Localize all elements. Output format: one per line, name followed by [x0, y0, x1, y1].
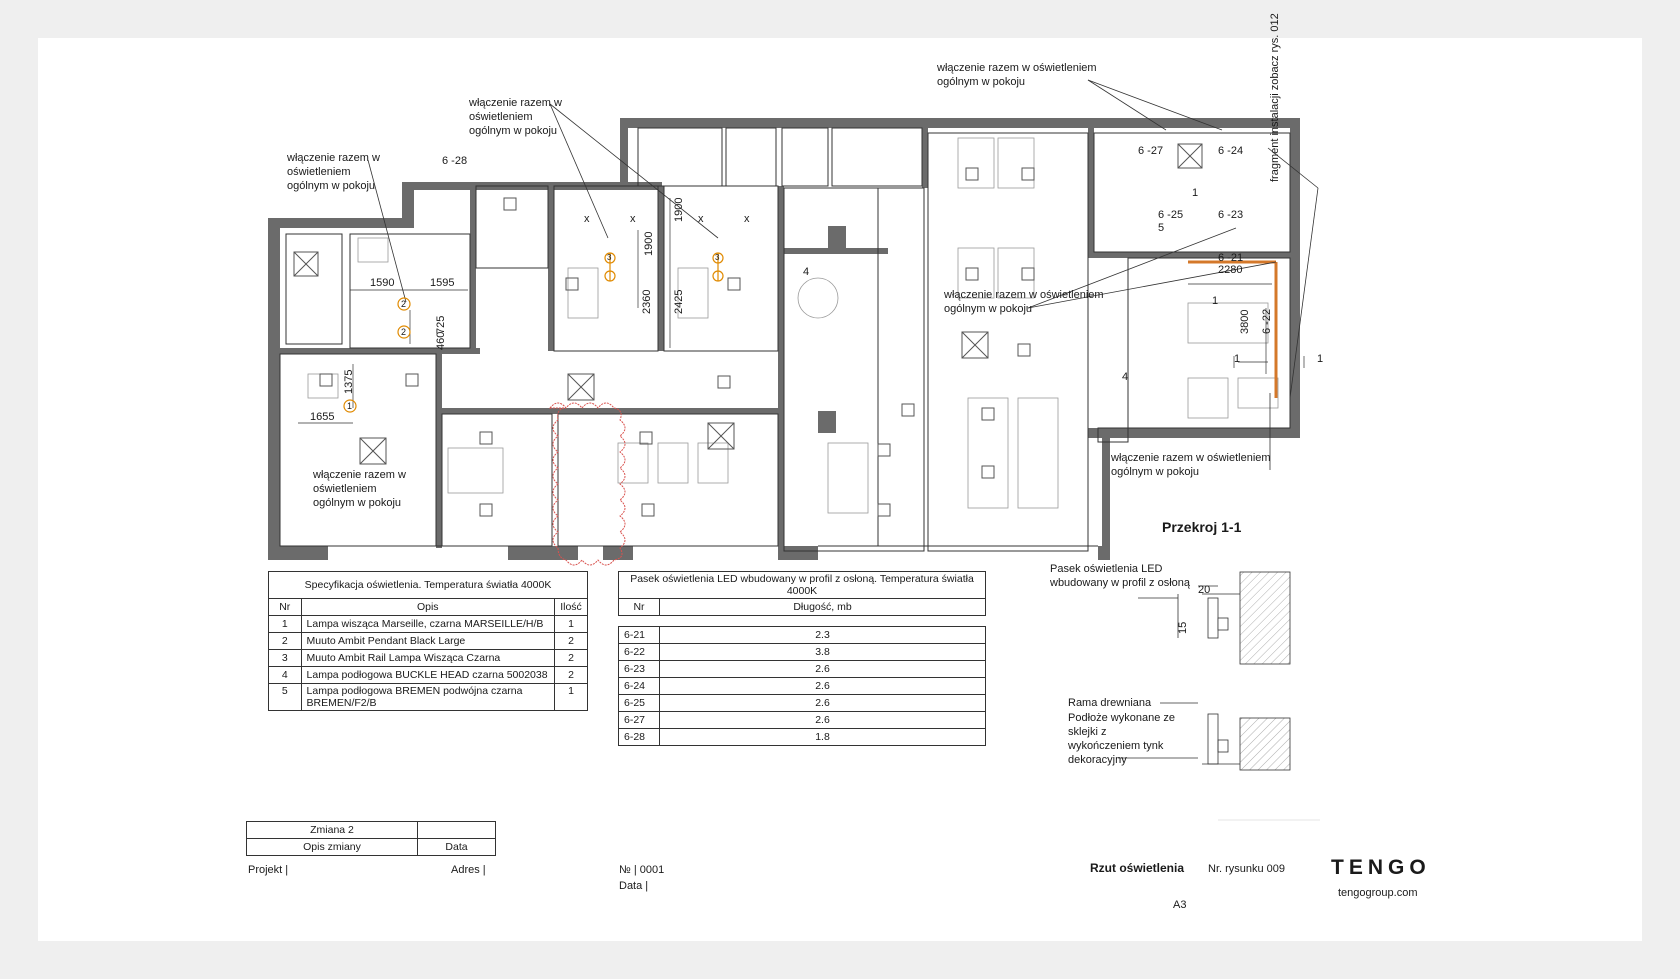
drawing-title: Rzut oświetlenia: [1090, 861, 1185, 875]
frame-label: Rama drewniana: [1068, 697, 1152, 709]
floor-plan: [38, 38, 1642, 941]
revision-description: Opis zmiany: [247, 839, 418, 856]
cell-length: 3.8: [660, 644, 986, 661]
dim-label: 20: [1198, 584, 1211, 596]
dim-label: 2280: [1218, 264, 1243, 276]
column-header: Opis: [301, 599, 554, 616]
dim-label: 1595: [430, 277, 455, 289]
number-field: № | 0001: [619, 864, 665, 876]
revision-change: Zmiana 2: [247, 822, 418, 839]
paper-format: A3: [1173, 899, 1187, 911]
switching-note: włączenie razem w oświetleniem ogólnym w pokoju: [944, 289, 1104, 315]
column-header: Ilość: [555, 599, 588, 616]
dim-label: 4: [803, 266, 810, 278]
address-field: Adres |: [451, 864, 486, 876]
cell-nr: 3: [269, 650, 302, 667]
switching-note: włączenie razem w oświetleniem ogólnym w pokoju: [937, 62, 1097, 88]
dim-label: x: [630, 213, 636, 225]
dim-label: 6 -23: [1218, 209, 1244, 221]
cell-desc: Lampa podłogowa BUCKLE HEAD czarna 5002038: [301, 667, 554, 684]
revision-table: [246, 821, 496, 856]
dim-label: 1375: [343, 369, 355, 394]
dim-label: 725: [435, 315, 447, 334]
dim-label: 2425: [673, 289, 685, 314]
dim-label: 3800: [1239, 309, 1251, 334]
dim-label: 5: [1158, 222, 1165, 234]
table-row: [269, 616, 588, 633]
lamp-marker: 3: [607, 253, 612, 262]
dim-label: 1655: [310, 411, 335, 423]
fragment-note: fragment instalacji zobacz rys. 012: [1269, 13, 1281, 182]
table-row: [269, 633, 588, 650]
project-field: Projekt |: [248, 864, 289, 876]
cell-nr: 6-27: [619, 712, 660, 729]
switching-note: włączenie razem w oświetleniem ogólnym w pokoju: [287, 152, 380, 192]
table-row: [619, 627, 986, 644]
table-caption: Pasek oświetlenia LED wbudowany w profil z osłoną. Temperatura światła 4000K: [619, 572, 986, 599]
dim-label: x: [584, 213, 590, 225]
cell-desc: Lampa podłogowa BREMEN podwójna czarna BREMEN/F2/B: [301, 684, 554, 711]
cell-qty: 1: [555, 684, 588, 711]
cell-nr: 2: [269, 633, 302, 650]
lamp-marker: 2: [401, 299, 407, 309]
dim-label: 1900: [673, 197, 685, 222]
tengo-logo: TENGO: [1331, 856, 1431, 879]
dim-label: 6 -22: [1261, 308, 1273, 334]
dim-label: 1: [1317, 353, 1324, 365]
cell-length: 2.3: [660, 627, 986, 644]
cell-length: 2.6: [660, 678, 986, 695]
table-row: [619, 644, 986, 661]
cell-length: 2.6: [660, 712, 986, 729]
cell-nr: 1: [269, 616, 302, 633]
dim-label: 460: [435, 331, 447, 350]
dim-label: 1: [1234, 353, 1241, 365]
cell-nr: 6-22: [619, 644, 660, 661]
column-header: Nr: [269, 599, 302, 616]
dim-label: 1: [1212, 295, 1219, 307]
dim-label: 15: [1177, 621, 1189, 634]
dim-label: 6 -25: [1158, 209, 1184, 221]
cell-qty: 2: [555, 667, 588, 684]
column-header: Długość, mb: [660, 599, 986, 616]
revision-date: Data: [418, 839, 496, 856]
dim-label: 6 -21: [1218, 252, 1244, 264]
table-row: [269, 667, 588, 684]
base-label: Podłoże wykonane ze sklejki z wykończeniem tynk dekoracyjny: [1068, 712, 1176, 766]
table-caption: Specyfikacja oświetlenia. Temperatura światła 4000K: [269, 572, 588, 599]
dim-label: 1900: [643, 231, 655, 256]
column-header: Nr: [619, 599, 660, 616]
table-row: [619, 695, 986, 712]
switching-note: włączenie razem w oświetleniem ogólnym w pokoju: [313, 469, 406, 509]
table-row: [619, 661, 986, 678]
cell-nr: 6-24: [619, 678, 660, 695]
lamp-marker: 1: [347, 401, 353, 411]
lighting-spec-table: [268, 571, 588, 711]
dim-label: 1590: [370, 277, 395, 289]
cell-qty: 2: [555, 650, 588, 667]
cell-nr: 5: [269, 684, 302, 711]
cell-nr: 6-21: [619, 627, 660, 644]
dim-label: x: [698, 213, 704, 225]
cell-desc: Lampa wisząca Marseille, czarna MARSEILLE/H/B: [301, 616, 554, 633]
cell-desc: Muuto Ambit Rail Lampa Wisząca Czarna: [301, 650, 554, 667]
cell-nr: 4: [269, 667, 302, 684]
cell-qty: 1: [555, 616, 588, 633]
cell-nr: 6-28: [619, 729, 660, 746]
dim-label: 6 -27: [1138, 145, 1164, 157]
switching-note: włączenie razem w oświetleniem ogólnym w pokoju: [1111, 452, 1271, 478]
dim-label: 4: [1122, 371, 1129, 383]
cell-nr: 6-23: [619, 661, 660, 678]
cell-length: 2.6: [660, 695, 986, 712]
switching-note: włączenie razem w oświetleniem ogólnym w pokoju: [469, 97, 562, 137]
table-row: [269, 684, 588, 711]
led-strip-table: [618, 571, 986, 746]
website-link: tengogroup.com: [1338, 887, 1418, 899]
dim-label: 2360: [641, 289, 653, 314]
cell-desc: Muuto Ambit Pendant Black Large: [301, 633, 554, 650]
dim-label: 6 -24: [1218, 145, 1244, 157]
lamp-marker: 2: [401, 327, 407, 337]
cell-qty: 2: [555, 633, 588, 650]
dim-label: x: [744, 213, 750, 225]
led-profile-label: Pasek oświetlenia LED wbudowany w profil z osłoną: [1050, 563, 1191, 589]
revision-empty: [418, 822, 496, 839]
table-row: [269, 650, 588, 667]
lamp-marker: 3: [715, 253, 720, 262]
date-field: Data |: [619, 880, 649, 892]
table-row: [619, 678, 986, 695]
section-title: Przekroj 1-1: [1162, 519, 1242, 535]
drawing-number: Nr. rysunku 009: [1208, 863, 1286, 875]
dim-label: 6 -28: [442, 155, 468, 167]
cell-length: 2.6: [660, 661, 986, 678]
table-row: [619, 712, 986, 729]
table-row: [619, 729, 986, 746]
cell-length: 1.8: [660, 729, 986, 746]
cell-nr: 6-25: [619, 695, 660, 712]
table-spacer: [619, 616, 986, 627]
dim-label: 1: [1192, 187, 1199, 199]
drawing-sheet: [38, 13, 1642, 941]
